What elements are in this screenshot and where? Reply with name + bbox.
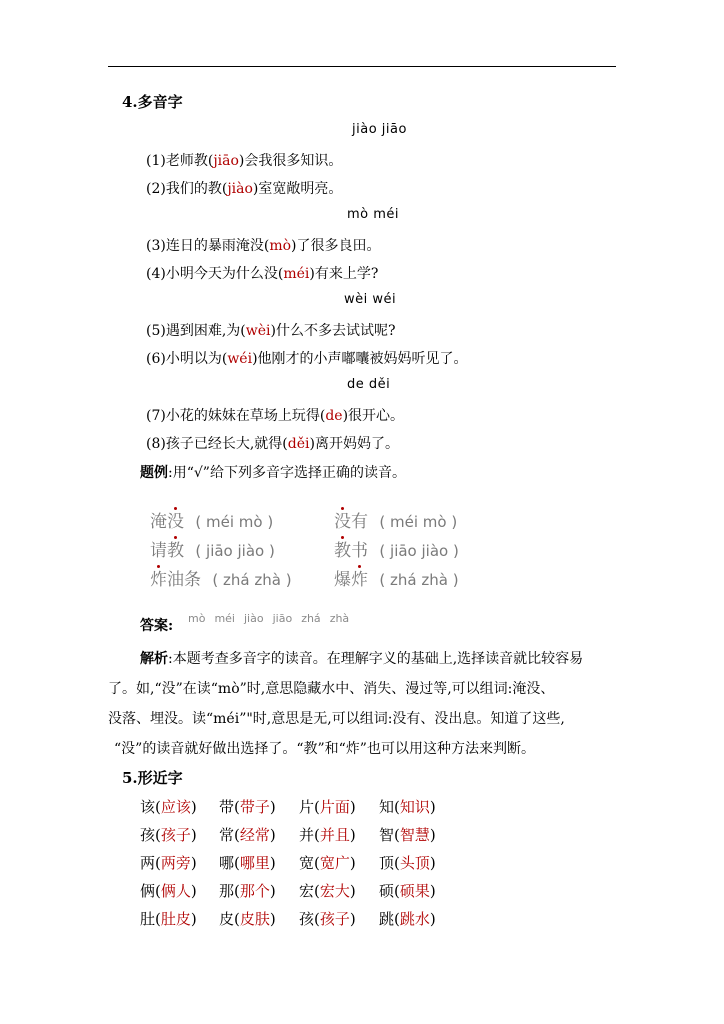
example-sentence: (2)我们的教(jiào)室宽敞明亮。: [146, 181, 343, 197]
header-rule: [108, 66, 616, 67]
similar-char-item: 该(应该): [140, 798, 197, 816]
example-sentence: (6)小明以为(wéi)他刚才的小声嘟囔被妈妈听见了。: [146, 351, 468, 367]
exercise-item: [150, 507, 273, 532]
similar-char-item: 片(片面): [299, 798, 356, 816]
exercise-word: 爆炸: [334, 570, 368, 590]
example-sentence: (7)小花的妹妹在草场上玩得(de)很开心。: [146, 408, 405, 424]
exercise-item: [334, 565, 459, 590]
example-prompt: 题例:用“√”给下列多音字选择正确的读音。: [140, 465, 406, 481]
section-5-title: 5.形近字: [122, 769, 183, 787]
similar-char-item: 皮(皮肤): [219, 910, 276, 928]
similar-char-item: 俩(俩人): [140, 882, 197, 900]
pinyin-header: wèi wéi: [344, 292, 397, 307]
exercise-item: [334, 507, 457, 532]
example-sentence: (1)老师教(jiāo)会我很多知识。: [146, 153, 343, 169]
analysis-line: 解析:本题考查多音字的读音。在理解字义的基础上,选择读音就比较容易: [140, 651, 584, 667]
analysis-line: “没”的读音就好做出选择了。“教”和“炸”也可以用这种方法来判断。: [114, 741, 535, 757]
exercise-options: ( jiāo jiào ): [379, 542, 459, 560]
analysis-line: 没落、埋没。读“méi”"时,意思是无,可以组词:没有、没出息。知道了这些,: [108, 711, 565, 727]
exercise-word: 炸油条: [150, 570, 201, 590]
similar-char-item: 那(那个): [219, 882, 276, 900]
similar-char-item: 硕(硕果): [379, 882, 436, 900]
example-sentence: (3)连日的暴雨淹没(mò)了很多良田。: [146, 238, 381, 254]
similar-char-item: 宽(宽广): [299, 854, 356, 872]
exercise-word: 请教: [150, 541, 184, 561]
similar-char-item: 跳(跳水): [379, 910, 436, 928]
similar-char-item: 孩(孩子): [299, 910, 356, 928]
similar-char-item: 智(智慧): [379, 826, 436, 844]
answer-item: zhá: [301, 612, 321, 625]
similar-char-item: 带(带子): [219, 798, 276, 816]
analysis-line: 了。如,“没”在读“mò”时,意思隐藏水中、消失、漫过等,可以组词:淹没、: [108, 681, 555, 697]
similar-char-item: 常(经常): [219, 826, 276, 844]
section-4-title: 4.多音字: [122, 93, 183, 111]
similar-char-item: 顶(头顶): [379, 854, 436, 872]
answer-item: jiào: [244, 612, 264, 625]
pinyin-header: de děi: [347, 377, 391, 392]
example-sentence: (4)小明今天为什么没(méi)有来上学?: [146, 266, 379, 282]
exercise-options: ( méi mò ): [195, 513, 274, 531]
exercise-options: ( méi mò ): [379, 513, 458, 531]
exercise-word: 教书: [334, 541, 368, 561]
exercise-item: [334, 536, 459, 561]
answer-item: méi: [214, 612, 235, 625]
example-sentence: (5)遇到困难,为(wèi)什么不多去试试呢?: [146, 323, 396, 339]
similar-char-item: 哪(哪里): [219, 854, 276, 872]
pinyin-header: jiào jiāo: [352, 122, 407, 137]
example-sentence: (8)孩子已经长大,就得(děi)离开妈妈了。: [146, 436, 399, 452]
exercise-options: ( zhá zhà ): [379, 571, 459, 589]
exercise-word: 淹没: [150, 512, 184, 532]
exercise-word: 没有: [334, 512, 368, 532]
exercise-options: ( jiāo jiào ): [195, 542, 275, 560]
similar-char-item: 两(两旁): [140, 854, 197, 872]
similar-char-item: 肚(肚皮): [140, 910, 197, 928]
answer-pinyin-list: [188, 607, 349, 626]
answer-label: 答案:: [140, 618, 174, 634]
answer-item: jiāo: [272, 612, 293, 625]
exercise-item: [150, 536, 275, 561]
similar-char-item: 并(并且): [299, 826, 356, 844]
exercise-item: [150, 565, 292, 590]
similar-char-item: 知(知识): [379, 798, 436, 816]
similar-char-item: 孩(孩子): [140, 826, 197, 844]
similar-char-item: 宏(宏大): [299, 882, 356, 900]
pinyin-header: mò méi: [347, 207, 400, 222]
exercise-options: ( zhá zhà ): [212, 571, 292, 589]
answer-item: zhà: [329, 612, 350, 625]
answer-item: mò: [188, 612, 206, 625]
